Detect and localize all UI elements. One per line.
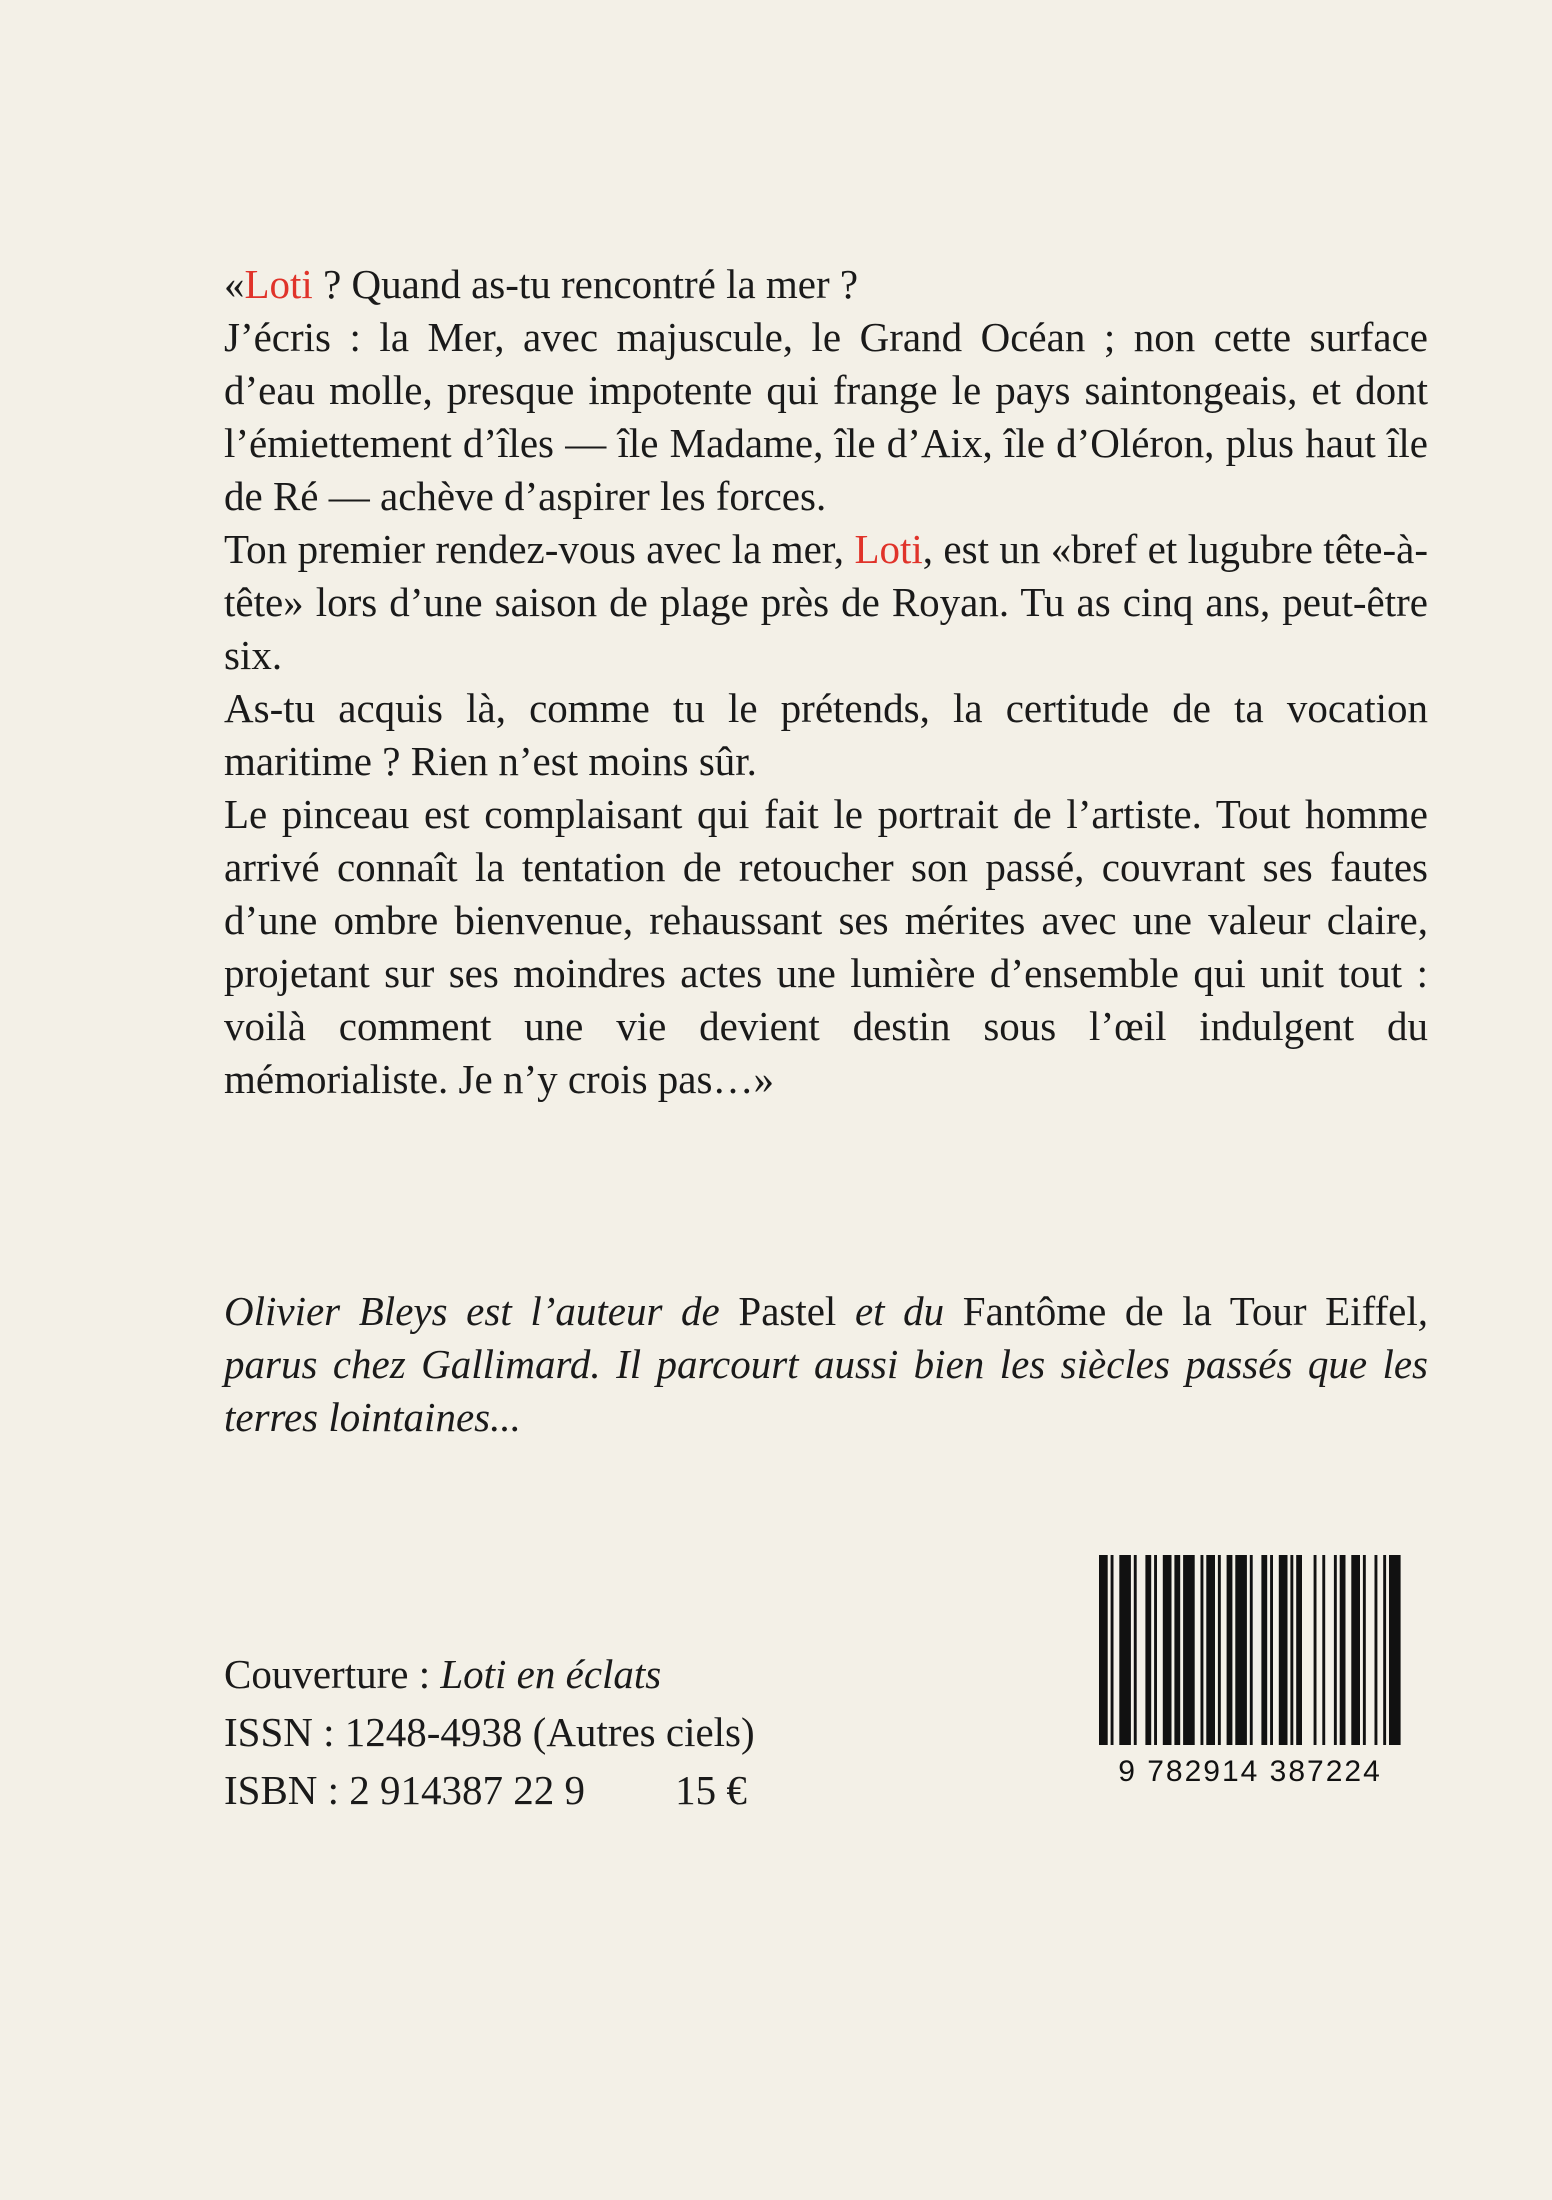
blurb-text [224, 258, 1428, 1106]
cover-label: Couverture : [224, 1651, 441, 1697]
barcode-bar [1218, 1555, 1221, 1745]
author-bio [224, 1285, 1428, 1444]
barcode-bar [1134, 1555, 1137, 1745]
cover-title: Loti en éclats [440, 1651, 662, 1697]
barcode-bar [1270, 1555, 1273, 1745]
barcode-bar [1375, 1555, 1378, 1745]
barcode-bar [1201, 1555, 1204, 1745]
blurb-paragraph [224, 258, 1428, 311]
bio-italic-text: et du [836, 1288, 963, 1334]
barcode-bar [1290, 1555, 1293, 1745]
barcode-bars [1085, 1555, 1415, 1755]
barcode-bar [1340, 1555, 1346, 1745]
blurb-question: ? Quand as-tu rencontré la mer ? [312, 261, 859, 307]
isbn-barcode [1085, 1555, 1415, 1815]
barcode-bar [1314, 1555, 1317, 1745]
book-title-fantome: Fantôme de la Tour Eiffel [962, 1288, 1418, 1334]
barcode-bar [1351, 1555, 1360, 1745]
barcode-bar [1279, 1555, 1288, 1745]
barcode-bar [1261, 1555, 1267, 1745]
barcode-bar [1183, 1555, 1195, 1745]
barcode-number: 9 782914 387224 [1118, 1755, 1382, 1788]
barcode-bar [1322, 1555, 1325, 1745]
barcode-bar [1389, 1555, 1401, 1745]
barcode-bar [1363, 1555, 1366, 1745]
barcode-bar [1235, 1555, 1247, 1745]
barcode-bar [1206, 1555, 1215, 1745]
barcode-bar [1099, 1555, 1108, 1745]
barcode-bar [1174, 1555, 1180, 1745]
barcode-bar [1154, 1555, 1157, 1745]
loti-name: Loti [244, 261, 313, 307]
publication-credits [224, 1645, 924, 1819]
issn-line: ISSN : 1248-4938 (Autres ciels) [224, 1709, 755, 1755]
barcode-bar [1227, 1555, 1233, 1745]
barcode-bar [1119, 1555, 1131, 1745]
open-quote: « [224, 261, 245, 307]
isbn-value: ISBN : 2 914387 22 9 [224, 1767, 586, 1813]
barcode-bar [1145, 1555, 1151, 1745]
blurb-text-span: Ton premier rendez-vous avec la mer, [224, 526, 855, 572]
isbn-line [224, 1761, 924, 1819]
barcode-bar [1296, 1555, 1302, 1745]
blurb-paragraph: As-tu acquis là, comme tu le prétends, la certitude de ta vocation maritime ? Rien n’est moins sûr. [224, 685, 1428, 784]
barcode-bar [1334, 1555, 1337, 1745]
author-bio-paragraph [224, 1285, 1428, 1444]
blurb-text-span: , est un «bref et lugubre tête-à-tête» lors d’une saison de plage près de Royan. Tu as cinq ans, peut-être six. [224, 526, 1428, 678]
cover-credit [224, 1645, 924, 1703]
barcode-bar [1111, 1555, 1114, 1745]
loti-name: Loti [854, 526, 923, 572]
barcode-bar [1250, 1555, 1253, 1745]
bio-italic-text: , parus chez Gallimard. Il parcourt aussi bien les siècles passés que les terres lointaines... [224, 1288, 1428, 1440]
bio-italic-text: Olivier Bleys est l’auteur de [224, 1288, 739, 1334]
blurb-paragraph: Le pinceau est complaisant qui fait le portrait de l’artiste. Tout homme arrivé connaît la tentation de retoucher son passé, couvrant ses fautes d’une ombre bienvenue, rehaussant ses mérites avec une valeur claire, projetant sur ses moindres actes une lumière d’ensemble qui unit tout : voilà comment une vie devient destin sous l’œil indulgent du mémorialiste. Je n’y crois pas…» [224, 791, 1428, 1102]
barcode-bar [1163, 1555, 1172, 1745]
book-title-pastel: Pastel [738, 1288, 837, 1334]
blurb-paragraph: J’écris : la Mer, avec majuscule, le Grand Océan ; non cette surface d’eau molle, presque impotente qui frange le pays saintongeais, et dont l’émiettement d’îles — île Madame, île d’Aix, île d’Oléron, plus haut île de Ré — achève d’aspirer les forces. [224, 314, 1428, 519]
blurb-paragraph [224, 523, 1428, 682]
barcode-bar [1383, 1555, 1386, 1745]
price: 15 € [675, 1767, 747, 1813]
